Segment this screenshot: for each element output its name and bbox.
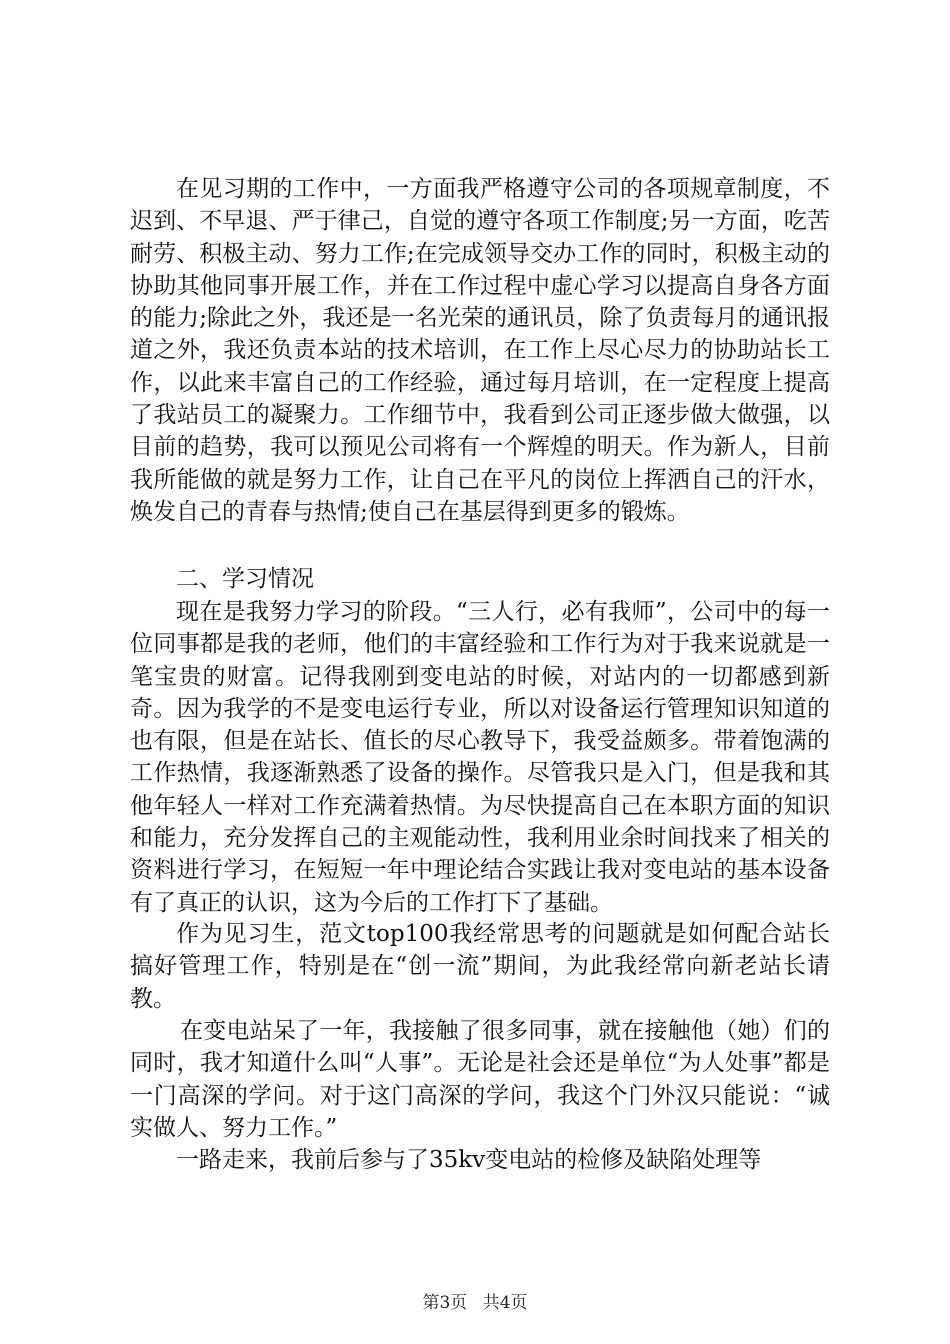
- paragraph-study-situation: [130, 596, 830, 919]
- paragraph-text: 现在是我努力学习的阶段。“三人行，必有我师”，公司中的每一位同事都是我的老师，他们的丰富经验和工作行为对于我来说就是一笔宝贵的财富。记得我刚到变电站的时候，对站内的一切都感到新奇。因为我学的不是变电运行专业，所以对设备运行管理知识知道的也有限，但是在站长、值长的尽心教导下，我受益颇多。带着饱满的工作热情，我逐渐熟悉了设备的操作。尽管我只是入门，但是我和其他年轻人一样对工作充满着热情。为尽快提高自己在本职方面的知识和能力，充分发挥自己的主观能动性，我利用业余时间找来了相关的资料进行学习，在短短一年中理论结合实践让我对变电站的基本设备有了真正的认识，这为今后的工作打下了基础。: [130, 599, 830, 916]
- paragraph-text: 一路走来，我前后参与了35kv变电站的检修及缺陷处理等: [176, 1147, 762, 1173]
- paragraph-text: 在见习期的工作中，一方面我严格遵守公司的各项规章制度，不迟到、不早退、严于律己，自觉的遵守各项工作制度;另一方面，吃苦耐劳、积极主动、努力工作;在完成领导交办工作的同时，积极主动的协助其他同事开展工作，并在工作过程中虚心学习以提高自身各方面的能力;除此之外，我还是一名光荣的通讯员，除了负责每月的通讯报道之外，我还负责本站的技术培训，在工作上尽心尽力的协助站长工作，以此来丰富自己的工作经验，通过每月培训，在一定程度上提高了我站员工的凝聚力。工作细节中，我看到公司正逐步做大做强，以目前的趋势，我可以预见公司将有一个辉煌的明天。作为新人，目前我所能做的就是努力工作，让自己在平凡的岗位上挥洒自己的汗水，焕发自己的青春与热情;使自己在基层得到更多的锻炼。: [130, 176, 830, 525]
- paragraph-intern-reflection: [130, 918, 830, 1015]
- paragraph-text: 作为见习生，范文top100我经常思考的问题就是如何配合站长搞好管理工作，特别是在“创一流”期间，为此我经常向新老站长请教。: [130, 921, 830, 1012]
- paragraph-participation: [130, 1144, 830, 1176]
- page-total: 共4页: [482, 1293, 528, 1313]
- paragraph-interpersonal: [130, 1015, 830, 1144]
- paragraph-work-performance: [130, 173, 830, 528]
- page-footer: [0, 1288, 950, 1313]
- paragraph-text: 在变电站呆了一年，我接触了很多同事，就在接触他（她）们的同时，我才知道什么叫“人事”。无论是社会还是单位“为人处事”都是一门高深的学问。对于这门高深的学问，我这个门外汉只能说：“诚实做人、努力工作。”: [130, 1018, 830, 1141]
- section-heading-study: [130, 563, 830, 595]
- heading-text: 二、学习情况: [176, 566, 314, 592]
- page-number: 第3页: [422, 1293, 468, 1313]
